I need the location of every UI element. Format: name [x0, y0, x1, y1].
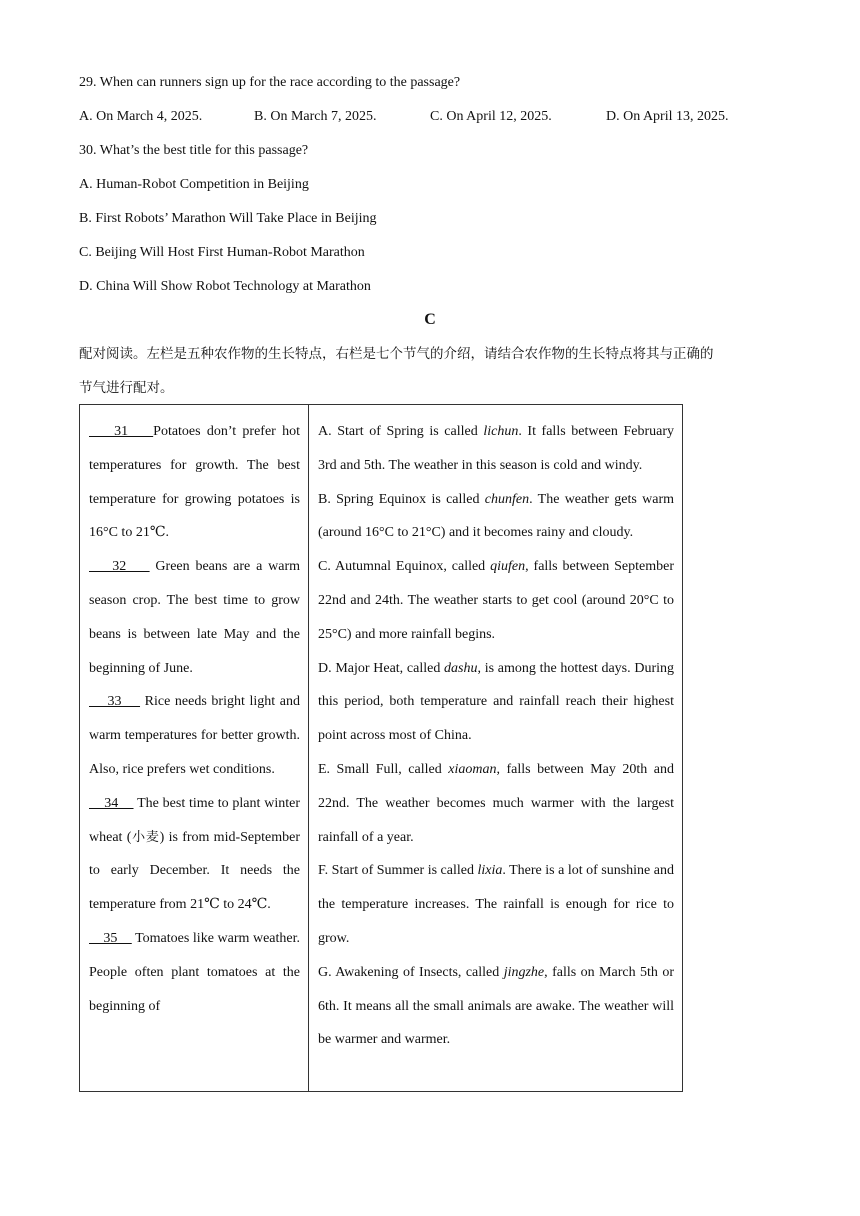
crop-item-35	[89, 922, 300, 1023]
q30-option-c: C. Beijing Will Host First Human-Robot Marathon	[79, 245, 365, 260]
term-pinyin: lichun	[483, 424, 519, 439]
term-pinyin: lixia	[477, 863, 503, 879]
term-pinyin: xiaoman	[448, 761, 497, 777]
crop-text: ) is from mid-September to early December. It needs the temperature from 21℃ to 24℃.	[89, 829, 300, 913]
crop-column	[80, 405, 309, 1092]
q30-option-d: D. China Will Show Robot Technology at Marathon	[79, 279, 371, 294]
term-item-f: F. Start of Summer is called lixia. There is a lot of sunshine and the temperature increases. The rainfall is enough for rice to grow.	[318, 863, 674, 946]
answer-blank-31[interactable]: 31	[89, 424, 154, 439]
term-pinyin: chunfen	[484, 491, 530, 507]
crop-item-33	[89, 685, 300, 786]
term-item-a: A. Start of Spring is called lichun. It falls between February 3rd and 5th. The weather in this season is cold and windy.	[318, 424, 675, 473]
solar-term-column	[309, 405, 683, 1092]
section-instruction-line-1: 配对阅读。左栏是五种农作物的生长特点，右栏是七个节气的介绍，请结合农作物的生长特点将其与正确的	[79, 346, 714, 362]
crop-text: Green beans are a warm season crop. The best time to grow beans is between late May and the beginning of June.	[89, 559, 300, 676]
term-item-e: E. Small Full, called xiaoman, falls between May 20th and 22nd. The weather becomes much warmer with the largest rainfall of a year.	[318, 761, 674, 845]
question-29: 29. When can runners sign up for the race according to the passage?	[79, 75, 461, 90]
crop-text: Rice needs bright light and warm temperatures for better growth. Also, rice prefers wet conditions.	[89, 694, 301, 777]
q29-option-c: C. On April 12, 2025.	[430, 109, 552, 124]
q30-option-b: B. First Robots’ Marathon Will Take Place in Beijing	[79, 211, 377, 226]
question-29-options	[79, 107, 779, 127]
term-pinyin: jingzhe	[503, 964, 545, 980]
crop-text: Potatoes don’t prefer hot temperatures for growth. The best temperature for growing potatoes is 16°C to 21℃.	[89, 424, 301, 541]
answer-blank-34[interactable]: 34	[89, 795, 134, 811]
crop-text: Tomatoes like warm weather. People often plant tomatoes at the beginning of	[89, 930, 300, 1014]
term-item-g: G. Awakening of Insects, called jingzhe, falls on March 5th or 6th. It means all the small animals are awake. The weather will be warmer and warmer.	[318, 964, 674, 1048]
crop-item-34	[89, 787, 300, 922]
q30-option-a: A. Human-Robot Competition in Beijing	[79, 177, 309, 192]
question-30: 30. What’s the best title for this passage?	[79, 143, 309, 158]
q29-option-a: A. On March 4, 2025.	[79, 109, 203, 124]
crop-text: The best time to plant winter wheat (	[89, 795, 300, 845]
answer-blank-35[interactable]: 35	[89, 930, 132, 946]
chinese-gloss: 小麦	[131, 829, 160, 845]
term-item-c: C. Autumnal Equinox, called qiufen, falls between September 22nd and 24th. The weather starts to get cool (around 20°C to 25°C) and more rainfall begins.	[318, 559, 674, 642]
answer-blank-32[interactable]: 32	[89, 559, 150, 575]
matching-table	[79, 404, 683, 1092]
crop-item-32	[89, 550, 300, 685]
q29-option-d: D. On April 13, 2025.	[606, 109, 729, 124]
q29-option-b: B. On March 7, 2025.	[254, 109, 377, 124]
crop-item-31	[89, 415, 300, 550]
term-item-d: D. Major Heat, called dashu, is among the hottest days. During this period, both temperature and rainfall reach their highest point across most of China.	[318, 660, 674, 744]
answer-blank-33[interactable]: 33	[89, 694, 141, 710]
section-instruction-line-2: 节气进行配对。	[79, 380, 174, 396]
term-pinyin: qiufen	[490, 559, 526, 575]
section-heading: C	[424, 311, 436, 328]
term-pinyin: dashu	[444, 660, 478, 676]
term-item-b: B. Spring Equinox is called chunfen. The weather gets warm (around 16°C to 21°C) and it becomes rainy and cloudy.	[318, 491, 674, 541]
